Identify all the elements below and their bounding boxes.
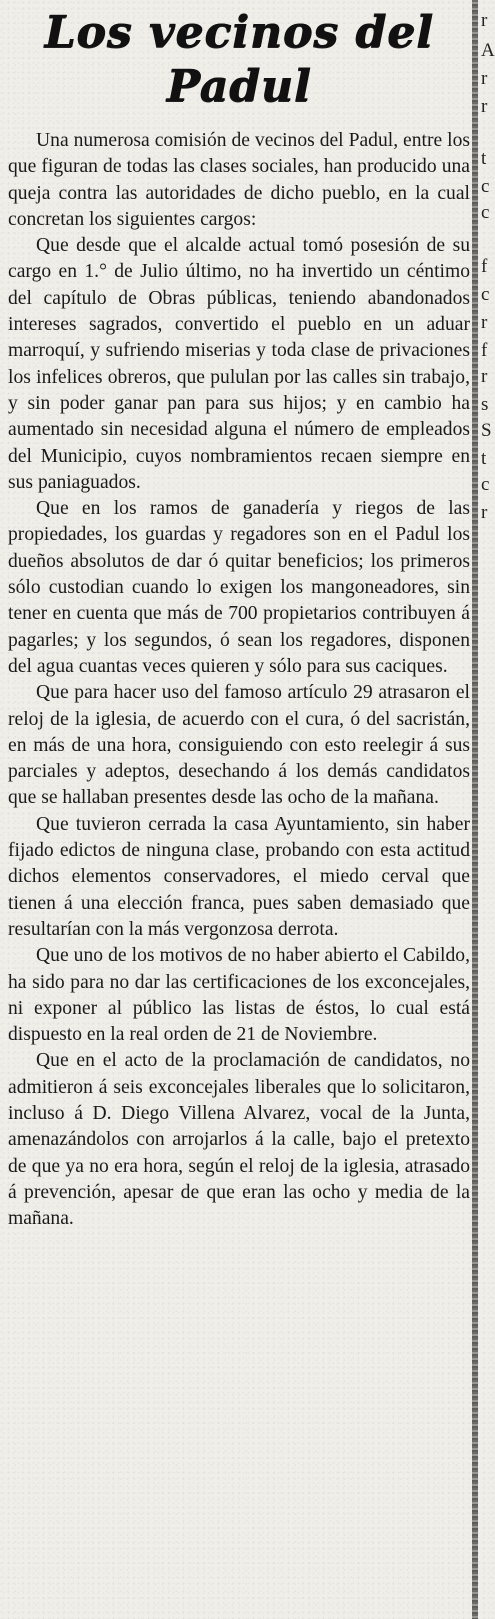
article-headline: Los vecinos del Padul [44,7,434,112]
fragment-letter: c [481,284,490,305]
fragment-letter: f [481,340,488,361]
article-paragraph-2: Que desde que el alcalde actual tomó posesión de su cargo en 1.° de Julio último, no ha invertido un céntimo del capítulo de Obras públicas, teniendo abandonados intereses sagrados, convertido el pueblo en un aduar marroquí, y sufriendo miserias y toda clase de privaciones los infelices obreros, que pululan por las calles sin trabajo, y sin poder ganar pan para sus hijos; y en cambio ha aumentado sin necesidad alguna el número de empleados del Municipio, cuyos nombramientos recaen siempre en sus paniaguados. [8,235,470,493]
fragment-letter: s [481,394,489,415]
article-paragraph-7: Que en el acto de la proclamación de candidatos, no admitieron á seis exconcejales liberales que lo solicitaron, incluso á D. Diego Villena Alvarez, vocal de la Junta, amenazándolos con arrojarlos á la calle, bajo el pretexto de que ya no era hora, según el reloj de la iglesia, atrasado á prevención, apesar de que eran las ocho y media de la mañana. [8,1050,470,1230]
adjacent-column-edge [479,0,495,1619]
fragment-letter: r [481,502,488,523]
fragment-letter: r [481,10,488,31]
fragment-letter: r [481,96,488,117]
fragment-letter: t [481,148,487,169]
fragment-letter: r [481,68,488,89]
article-paragraph-3: Que en los ramos de ganadería y riegos de las propiedades, los guardas y regadores son en el Padul los dueños absolutos de dar ó quitar beneficios; los primeros sólo custodian cuando lo exigen los mangoneadores, sin tener en cuenta que más de 700 propietarios contribuyen á pagarles; y los segundos, ó sean los regadores, disponen del agua cuantas veces quieren y sólo para sus caciques. [8,498,470,677]
column-rule [472,0,478,1619]
fragment-letter: t [481,448,487,469]
fragment-letter: c [481,176,490,197]
fragment-letter: r [481,312,488,333]
article-paragraph-6: Que uno de los motivos de no haber abierto el Cabildo, ha sido para no dar las certificaciones de los exconcejales, ni exponer al público las listas de éstos, lo cual está dispuesto en la real orden de 21 de Noviembre. [8,945,470,1046]
fragment-letter: S [481,420,492,441]
article-paragraph-1: Una numerosa comisión de vecinos del Padul, entre los que figuran de todas las clases sociales, han producido una queja contra las autoridades de dicho pueblo, en la cual concretan los siguientes cargos: [8,130,470,230]
fragment-letter: c [481,474,490,495]
fragment-letter: f [481,256,488,277]
article-column [8,0,470,1619]
fragment-letter: A [481,40,495,61]
article-paragraph-5: Que tuvieron cerrada la casa Ayuntamiento, sin haber fijado edictos de ninguna clase, probando con esta actitud dichos elementos conservadores, el miedo cerval que tienen á una elección franca, pues saben demasiado que resultarían con la más vergonzosa derrota. [8,813,470,940]
fragment-letter: c [481,202,490,223]
fragment-letter: r [481,366,488,387]
article-paragraph-4: Que para hacer uso del famoso artículo 29 atrasaron el reloj de la iglesia, de acuerdo con el cura, ó del sacristán, en más de una hora, consiguiendo con esto reelegir á sus parciales y adeptos, desechando á los demás candidatos que se hallaban presentes desde las ocho de la mañana. [8,682,470,809]
